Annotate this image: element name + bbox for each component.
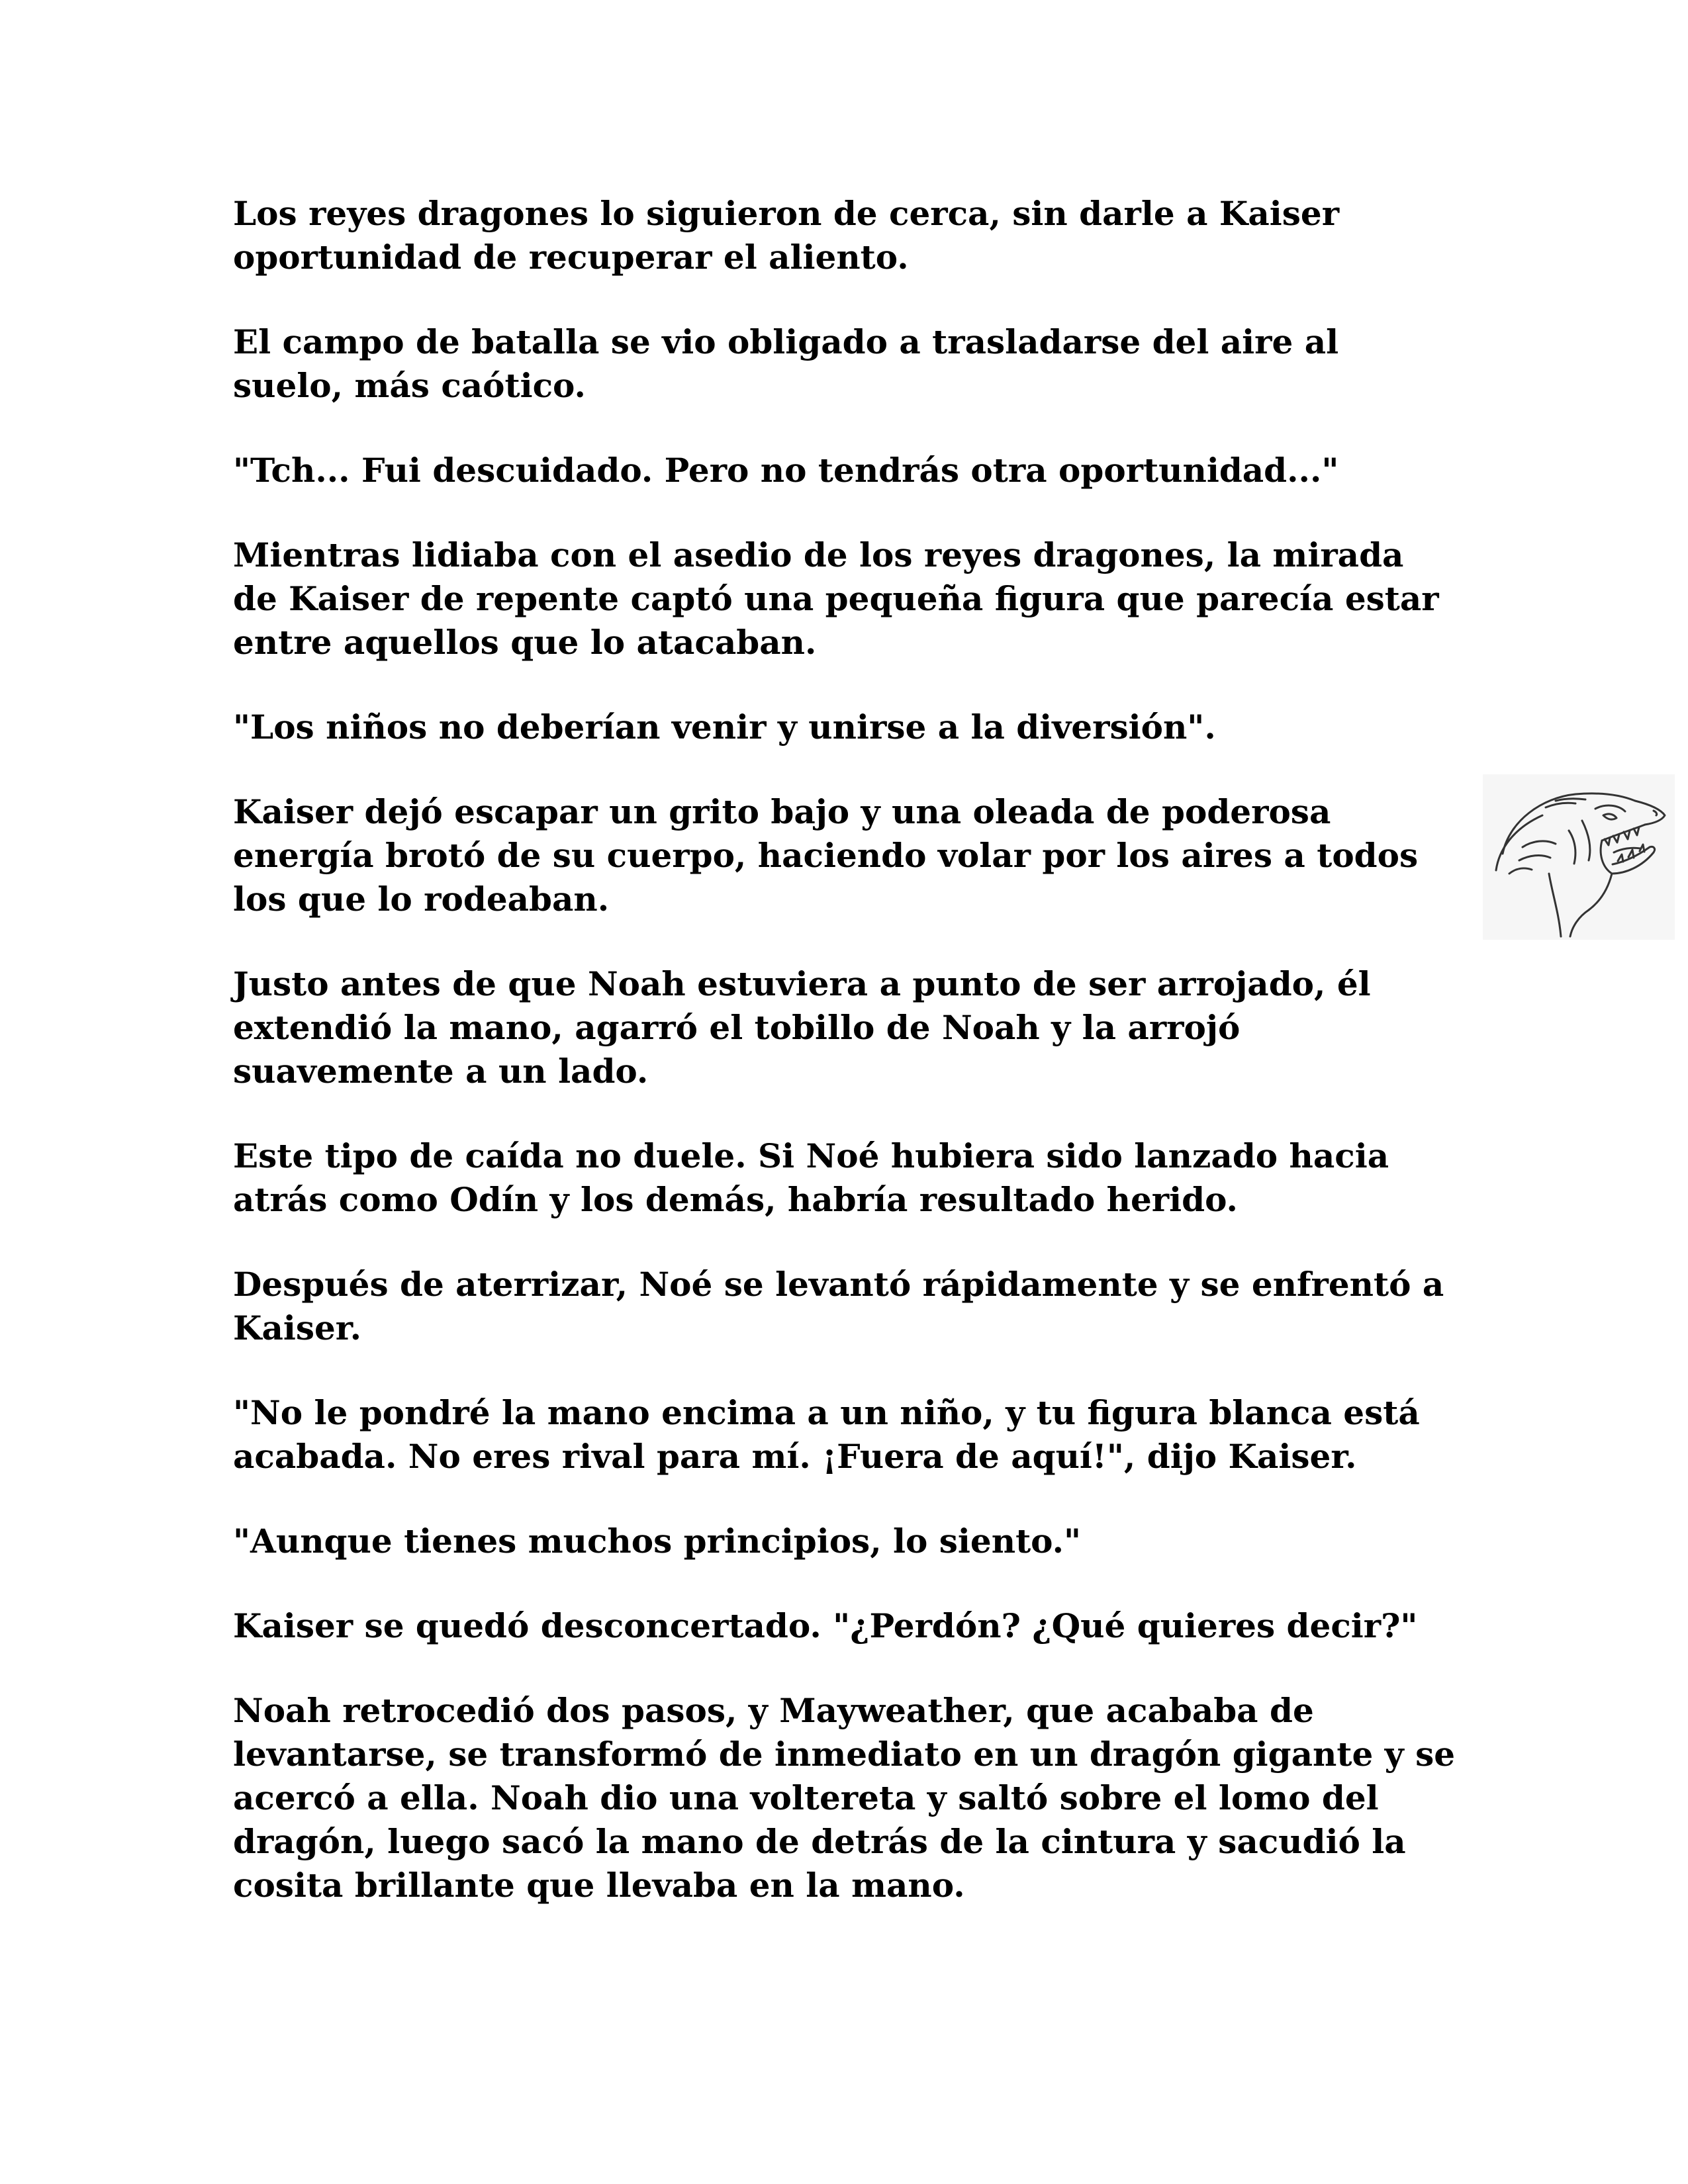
- paragraph-11: "Aunque tienes muchos principios, lo siento.": [233, 1522, 1082, 1561]
- paragraph-3: "Tch... Fui descuidado. Pero no tendrás otra oportunidad...": [233, 451, 1339, 490]
- paragraph-7: Justo antes de que Noah estuviera a punto de ser arrojado, él extendió la mano, agarró el tobillo de Noah y la arrojó suavemente a un lado.: [233, 964, 1371, 1091]
- paragraph-8: Este tipo de caída no duele. Si Noé hubiera sido lanzado hacia atrás como Odín y los demás, habría resultado herido.: [233, 1136, 1389, 1219]
- paragraph-12: Kaiser se quedó desconcertado. "¿Perdón? ¿Qué quieres decir?": [233, 1606, 1418, 1645]
- dinosaur-head-sketch-icon: [1483, 774, 1675, 940]
- paragraph-10: "No le pondré la mano encima a un niño, y tu figura blanca está acabada. No eres rival para mí. ¡Fuera de aquí!", dijo Kaiser.: [233, 1393, 1420, 1476]
- paragraph-13: Noah retrocedió dos pasos, y Mayweather, que acababa de levantarse, se transformó de inmediato en un dragón gigante y se acercó a ella. Noah dio una voltereta y saltó sobre el lomo del dragón, luego sacó la mano de detrás de la cintura y sacudió la cosita brillante que llevaba en la mano.: [233, 1691, 1456, 1905]
- body-text: [233, 192, 1458, 1948]
- paragraph-9: Después de aterrizar, Noé se levantó rápidamente y se enfrentó a Kaiser.: [233, 1265, 1444, 1347]
- paragraph-6: Kaiser dejó escapar un grito bajo y una oleada de poderosa energía brotó de su cuerpo, haciendo volar por los aires a todos los que lo rodeaban.: [233, 792, 1419, 919]
- paragraph-5: "Los niños no deberían venir y unirse a la diversión".: [233, 707, 1216, 747]
- paragraph-1: Los reyes dragones lo siguieron de cerca, sin darle a Kaiser oportunidad de recuperar el aliento.: [233, 194, 1340, 277]
- paragraph-2: El campo de batalla se vio obligado a trasladarse del aire al suelo, más caótico.: [233, 322, 1339, 405]
- paragraph-4: Mientras lidiaba con el asedio de los reyes dragones, la mirada de Kaiser de repente captó una pequeña figura que parecía estar entre aquellos que lo atacaban.: [233, 535, 1439, 662]
